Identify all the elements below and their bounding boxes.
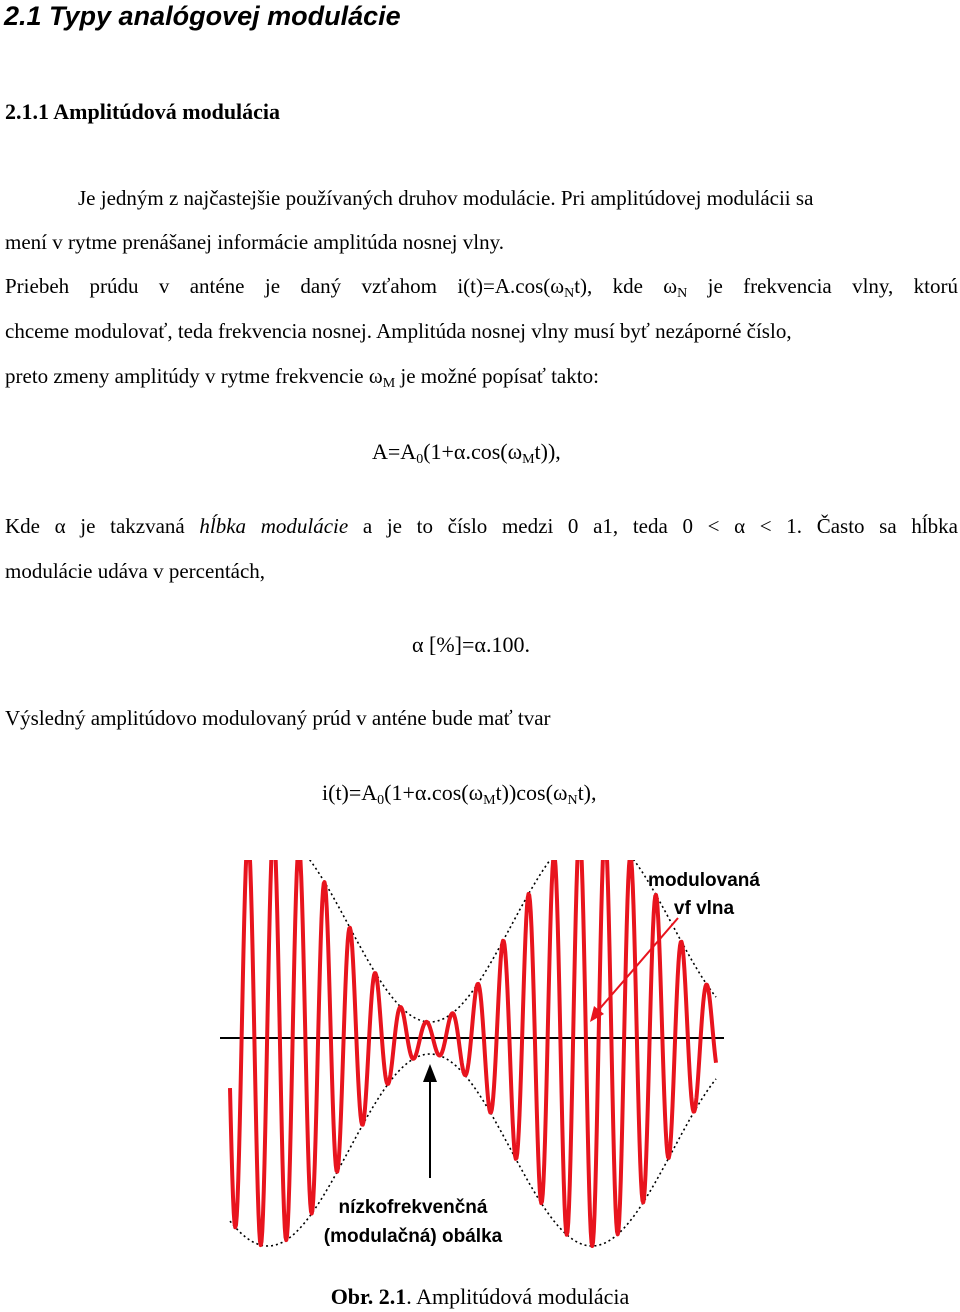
modulated-carrier-wave xyxy=(230,860,716,1246)
section-title: 2.1 Typy analógovej modulácie xyxy=(4,1,401,31)
figure-caption: Obr. 2.1. Amplitúdová modulácia xyxy=(330,1284,630,1309)
paragraph-3-line-1: Kde α je takzvaná hĺbka modulácie a je to číslo medzi 0 a1, teda 0 < α < 1. Často sa hĺbka xyxy=(5,514,958,538)
paragraph-4: Výsledný amplitúdovo modulovaný prúd v anténe bude mať tvar xyxy=(5,706,551,730)
am-figure xyxy=(218,860,778,1260)
envelope-label-line-2: (modulačná) obálka xyxy=(323,1226,503,1247)
envelope-arrowhead xyxy=(423,1064,437,1082)
formula-current: $i(t)=A_0(1+\alpha.\cos(\omega_Mt))\cos(\omega_Nt)$, xyxy=(322,780,597,808)
carrier-label-line-1: modulovaná xyxy=(648,870,760,891)
carrier-label-line-2: vf vlna xyxy=(673,898,735,919)
formula-amplitude: $A=A_0(1+\alpha.\cos(\omega_Mt))$, xyxy=(372,439,561,467)
envelope-label-line-1: nízkofrekvenčná xyxy=(338,1197,488,1218)
paragraph-2-line-2: chceme modulovať, teda frekvencia nosnej. Amplitúda nosnej vlny musí byť nezáporné číslo, xyxy=(5,319,792,343)
paragraph-1-line-1: Je jedným z najčastejšie používaných druhov modulácie. Pri amplitúdovej modulácii sa xyxy=(78,186,814,210)
paragraph-2-line-1: Priebeh prúdu v anténe je daný vzťahom $i(t)=A.\cos(\omega_Nt)$, kde $\omega_N$ je frekvencia vlny, ktorú xyxy=(5,274,958,301)
formula-depth-percent: α [%]=α.100. xyxy=(412,632,530,657)
paragraph-2-line-3: preto zmeny amplitúdy v rytme frekvencie $\omega_M$ je možné popísať takto: xyxy=(5,364,599,391)
am-figure-svg xyxy=(218,860,778,1260)
paragraph-1-line-2: mení v rytme prenášanej informácie amplitúda nosnej vlny. xyxy=(5,230,504,254)
subsection-title: 2.1.1 Amplitúdová modulácia xyxy=(5,99,281,124)
paragraph-3-line-2: modulácie udáva v percentách, xyxy=(5,559,266,583)
